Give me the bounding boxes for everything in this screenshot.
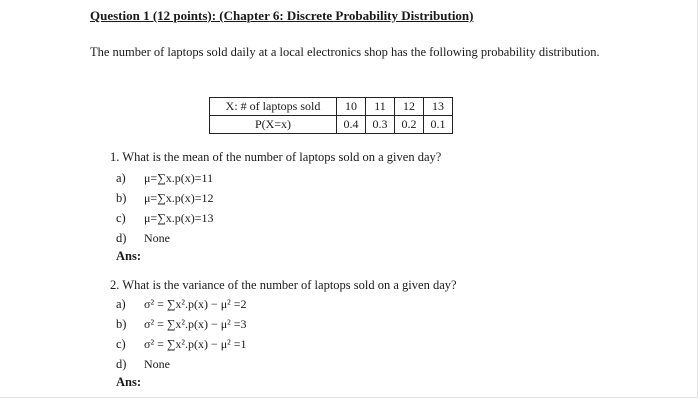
option-a bbox=[116, 294, 247, 314]
option-letter: b) bbox=[116, 191, 127, 205]
x-value: 10 bbox=[337, 98, 366, 116]
option-d bbox=[116, 354, 247, 374]
option-formula: σ² = ∑x².p(x) − μ² =2 bbox=[144, 297, 247, 311]
option-b bbox=[116, 314, 247, 334]
p-value: 0.4 bbox=[337, 116, 366, 134]
option-b bbox=[116, 188, 214, 208]
x-value: 11 bbox=[366, 98, 395, 116]
option-formula: σ² = ∑x².p(x) − μ² =3 bbox=[144, 317, 247, 331]
p-value: 0.2 bbox=[395, 116, 424, 134]
option-letter: a) bbox=[116, 297, 126, 311]
answer-label: Ans: bbox=[116, 375, 142, 389]
question-1-text: 1. What is the mean of the number of laptops sold on a given day? bbox=[110, 150, 442, 164]
table-row bbox=[210, 116, 453, 134]
option-letter: a) bbox=[116, 171, 126, 185]
option-letter: b) bbox=[116, 317, 127, 331]
p-value: 0.3 bbox=[366, 116, 395, 134]
question-2-text: 2. What is the variance of the number of laptops sold on a given day? bbox=[110, 278, 457, 292]
probability-table bbox=[209, 97, 453, 134]
question-2-options bbox=[116, 294, 247, 390]
option-formula: σ² = ∑x².p(x) − μ² =1 bbox=[144, 337, 247, 351]
row-label-p: P(X=x) bbox=[210, 116, 337, 134]
option-formula: None bbox=[144, 357, 170, 371]
question-heading: Question 1 (12 points): (Chapter 6: Discrete Probability Distribution) bbox=[90, 8, 474, 23]
x-value: 13 bbox=[424, 98, 453, 116]
option-formula: μ=∑x.p(x)=11 bbox=[144, 171, 214, 185]
answer-label: Ans: bbox=[116, 249, 142, 263]
option-letter: d) bbox=[116, 231, 127, 245]
option-c bbox=[116, 208, 214, 228]
table-row bbox=[210, 98, 453, 116]
option-formula: μ=∑x.p(x)=12 bbox=[144, 191, 214, 205]
intro-paragraph: The number of laptops sold daily at a local electronics shop has the following probability distribution. bbox=[90, 45, 600, 59]
option-formula: μ=∑x.p(x)=13 bbox=[144, 211, 214, 225]
question-1-options bbox=[116, 168, 214, 264]
row-label-x: X: # of laptops sold bbox=[210, 98, 337, 116]
option-c bbox=[116, 334, 247, 354]
option-letter: d) bbox=[116, 357, 127, 371]
option-letter: c) bbox=[116, 337, 126, 351]
option-letter: c) bbox=[116, 211, 126, 225]
option-a bbox=[116, 168, 214, 188]
x-value: 12 bbox=[395, 98, 424, 116]
option-formula: None bbox=[144, 231, 170, 245]
option-d bbox=[116, 228, 214, 248]
p-value: 0.1 bbox=[424, 116, 453, 134]
